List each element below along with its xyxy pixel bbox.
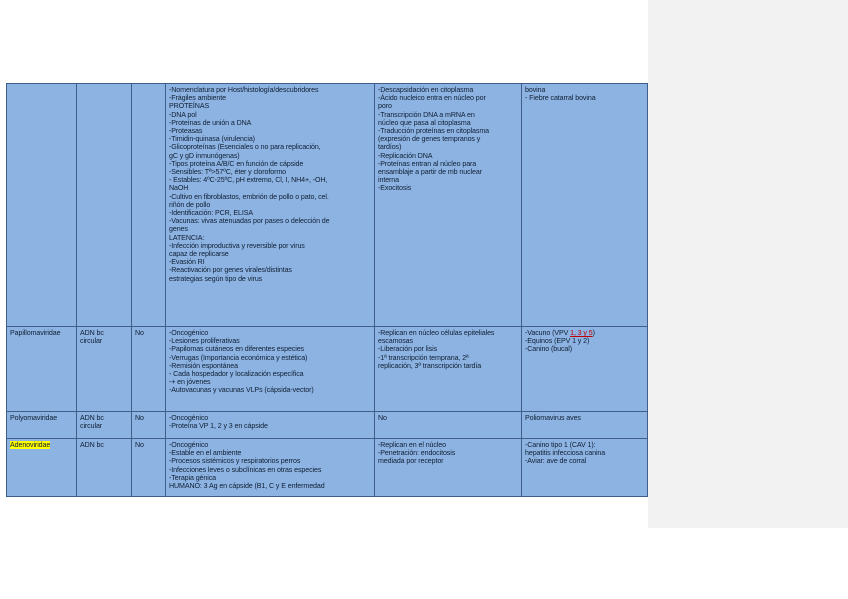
replication-line: poro: [378, 102, 392, 111]
disease-text: -Canino tipo 1 (CAV 1):: [525, 441, 596, 449]
replication-line: -Ácido nucleico entra en núcleo por: [378, 94, 486, 103]
characteristics-cell: [166, 84, 375, 327]
replication-line: núcleo que pasa al citoplasma: [378, 118, 471, 127]
side-panel: [648, 0, 848, 528]
envelope-cell: [132, 439, 166, 497]
replication-line: replicación, 3ª transcripción tardía: [378, 361, 482, 370]
replication-line: -Replican en núcleo células epiteliales: [378, 329, 495, 337]
characteristic-line: -Proteínas de unión a DNA: [169, 118, 252, 127]
characteristic-line: NaOH: [169, 184, 189, 193]
genome-line: ADN bc: [80, 329, 104, 337]
diseases-cell: [522, 439, 648, 497]
disease-line: [525, 86, 644, 94]
genome-cell: [77, 412, 132, 439]
family-name: Adenoviridae: [10, 441, 51, 449]
characteristics-cell: [166, 327, 375, 412]
characteristic-line: -Oncogénico: [169, 329, 209, 337]
characteristic-line: -Frágiles ambiente: [169, 94, 226, 103]
envelope-cell: [132, 412, 166, 439]
characteristic-line: -DNA pol: [169, 110, 197, 119]
characteristic-line: -Tipos proteína A/B/C en función de cápside: [169, 159, 304, 168]
disease-line: [525, 457, 644, 465]
characteristics-cell: [166, 439, 375, 497]
genome-line: circular: [80, 422, 103, 431]
characteristic-line: genes: [169, 225, 188, 234]
characteristic-line: -Vacunas: vivas atenuadas por pases o delección de: [169, 217, 330, 226]
replication-line: -Exocitosis: [378, 184, 412, 193]
characteristic-line: -Evasión RI: [169, 258, 205, 267]
disease-line: [525, 449, 644, 457]
characteristic-line: -Infección improductiva y reversible por virus: [169, 241, 305, 250]
family-name: Polyomaviridae: [10, 414, 58, 422]
genome-line: circular: [80, 337, 103, 346]
characteristic-line: riñón de pollo: [169, 200, 211, 209]
disease-text: bovina: [525, 86, 546, 94]
characteristic-line: -Nomenclatura por Host/histología/descubridores: [169, 86, 319, 94]
genome-cell: [77, 84, 132, 327]
table-row: [7, 84, 648, 327]
family-cell: [7, 439, 77, 497]
characteristic-line: -Infecciones leves o subclínicas en otras especies: [169, 465, 322, 474]
replication-line: escamosas: [378, 337, 413, 346]
characteristic-line: LATENCIA:: [169, 233, 205, 242]
characteristic-line: HUMANO: 3 Ag en cápside (B1, C y E enfermedad: [169, 482, 325, 491]
characteristic-line: -Lesiones proliferativas: [169, 337, 240, 346]
table-body: [7, 84, 648, 497]
table-row: [7, 412, 648, 439]
envelope-value: No: [135, 414, 144, 422]
replication-line: No: [378, 414, 387, 422]
characteristic-line: -Reactivación por genes virales/distintas: [169, 266, 292, 275]
disease-line: [525, 441, 644, 449]
genome-cell: [77, 439, 132, 497]
diseases-cell: [522, 327, 648, 412]
characteristic-line: -Remisión espontánea: [169, 361, 238, 370]
genome-line: ADN bc: [80, 414, 104, 422]
characteristic-line: gC y gD inmunógenas): [169, 151, 240, 160]
characteristic-line: -Timidin-quinasa (virulencia): [169, 135, 255, 144]
replication-line: (expresión de genes tempranos y: [378, 135, 481, 144]
disease-line: [525, 345, 644, 353]
characteristic-line: -Proteasas: [169, 127, 203, 136]
disease-line: [525, 414, 644, 422]
characteristic-line: -Identificación: PCR, ELISA: [169, 209, 254, 218]
replication-line: -Traducción proteínas en citoplasma: [378, 127, 489, 136]
table-row: [7, 327, 648, 412]
genome-cell: [77, 327, 132, 412]
family-cell: [7, 84, 77, 327]
disease-tail: ): [592, 329, 595, 337]
characteristic-line: -Cultivo en fibroblastos, embrión de pollo o pato, cel.: [169, 192, 329, 201]
envelope-cell: [132, 327, 166, 412]
envelope-value: No: [135, 329, 144, 337]
characteristic-line: capaz de replicarse: [169, 250, 229, 259]
disease-text: -Canino (bucal): [525, 345, 572, 354]
disease-text: -Aviar: ave de corral: [525, 457, 587, 466]
characteristic-line: -Sensibles: Tª>57ºC, éter y cloroformo: [169, 168, 287, 177]
characteristic-line: -+ en jóvenes: [169, 378, 211, 387]
diseases-cell: [522, 412, 648, 439]
diseases-cell: [522, 84, 648, 327]
characteristic-line: - Estables: 4ºC-25ºC, pH extremo, Cl, I, NH4+, -OH,: [169, 176, 328, 185]
replication-cell: [375, 327, 522, 412]
disease-text: Poliomavirus aves: [525, 414, 581, 422]
replication-line: tardíos): [378, 143, 402, 152]
replication-line: interna: [378, 176, 399, 185]
replication-line: -Penetración: endocitosis: [378, 449, 456, 458]
characteristic-line: -Proteína VP 1, 2 y 3 en cápside: [169, 422, 268, 431]
disease-line: [525, 94, 644, 102]
family-cell: [7, 327, 77, 412]
replication-line: -1ª transcripción temprana, 2ª: [378, 353, 469, 362]
disease-link[interactable]: 1, 3 y 5: [570, 329, 593, 337]
replication-line: mediada por receptor: [378, 457, 444, 466]
replication-line: -Proteínas entran al núcleo para: [378, 159, 477, 168]
family-cell: [7, 412, 77, 439]
disease-text: - Fiebre catarral bovina: [525, 94, 596, 103]
disease-text: -Vacuno (VPV: [525, 329, 571, 337]
envelope-value: No: [135, 441, 144, 449]
characteristic-line: -Oncogénico: [169, 414, 209, 422]
replication-cell: [375, 439, 522, 497]
replication-line: -Liberación por lisis: [378, 345, 438, 354]
characteristic-line: -Glicoproteínas (Esenciales o no para replicación,: [169, 143, 321, 152]
replication-line: ensamblaje a partir de mb nuclear: [378, 168, 482, 177]
genome-line: ADN bc: [80, 441, 104, 449]
disease-line: [525, 337, 644, 345]
replication-line: -Transcripción DNA a mRNA en: [378, 110, 475, 119]
characteristic-line: PROTEÍNAS: [169, 102, 210, 111]
replication-line: -Replicación DNA: [378, 151, 433, 160]
characteristic-line: -Estable en el ambiente: [169, 449, 242, 458]
characteristics-cell: [166, 412, 375, 439]
replication-line: -Descapsidación en citoplasma: [378, 86, 474, 94]
disease-line: [525, 329, 644, 337]
replication-cell: [375, 84, 522, 327]
replication-line: -Replican en el núcleo: [378, 441, 446, 449]
disease-text: hepatitis infecciosa canina: [525, 449, 606, 458]
replication-cell: [375, 412, 522, 439]
characteristic-line: -Papilomas cutáneos en diferentes especies: [169, 345, 304, 354]
characteristic-line: -Verrugas (Importancia económica y estética): [169, 353, 308, 362]
characteristic-line: -Terapia génica: [169, 473, 217, 482]
table-row: [7, 439, 648, 497]
characteristic-line: -Oncogénico: [169, 441, 209, 449]
characteristic-line: -Autovacunas y vacunas VLPs (cápsida-vector): [169, 386, 314, 395]
virus-table: [6, 83, 648, 497]
disease-text: -Equinos (EPV 1 y 2): [525, 337, 590, 346]
characteristic-line: - Cada hospedador y localización específica: [169, 370, 304, 379]
characteristic-line: estrategias según tipo de virus: [169, 274, 263, 283]
characteristic-line: -Procesos sistémicos y respiratorios perros: [169, 457, 301, 466]
family-name: Papillomaviridae: [10, 329, 61, 337]
envelope-cell: [132, 84, 166, 327]
